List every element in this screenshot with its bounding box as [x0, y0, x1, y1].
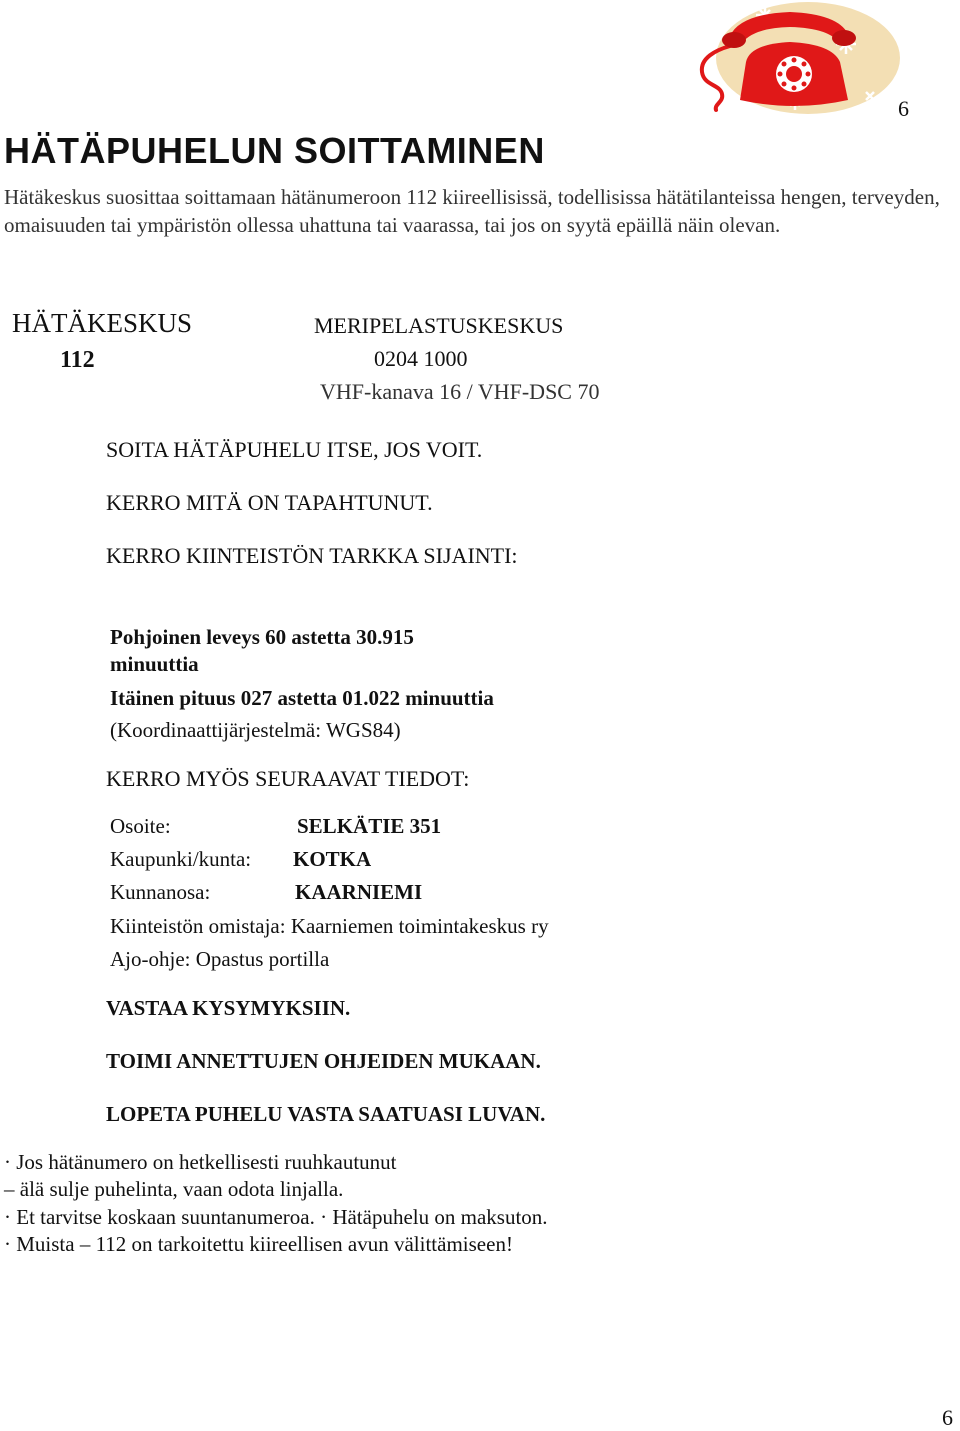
maritime-center-number: 0204 1000	[374, 346, 468, 371]
instruction-call-yourself: SOITA HÄTÄPUHELU ITSE, JOS VOIT.	[106, 437, 483, 462]
more-info-heading: KERRO MYÖS SEURAAVAT TIEDOT:	[106, 766, 470, 791]
note-line-congested: · Jos hätänumero on hetkellisesti ruuhkautunut	[4, 1150, 397, 1174]
driving-directions: Ajo-ohje: Opastus portilla	[110, 947, 330, 971]
location-coordinate-system: (Koordinaattijärjestelmä: WGS84)	[110, 718, 401, 742]
district-value: KAARNIEMI	[295, 880, 423, 904]
address-label: Osoite:	[110, 814, 171, 838]
address-value: SELKÄTIE 351	[297, 814, 442, 838]
closing-end-call: LOPETA PUHELU VASTA SAATUASI LUVAN.	[106, 1102, 546, 1126]
city-label: Kaupunki/kunta:	[110, 847, 252, 871]
page-number-top: 6	[898, 96, 909, 121]
instruction-tell-what-happened: KERRO MITÄ ON TAPAHTUNUT.	[106, 490, 433, 515]
red-rotary-telephone-icon	[690, 0, 902, 122]
page-number-bottom: 6	[942, 1405, 953, 1430]
intro-paragraph: Hätäkeskus suosittaa soittamaan hätänumeroon 112 kiireellisissä, todellisissa hätätilanteissa hengen, terveyden, omaisuuden tai ympäristön ollessa uhattuna tai vaarassa, tai jos on syytä epäillä näin olevan.	[4, 185, 940, 237]
emergency-center-number: 112	[60, 347, 95, 373]
emergency-center-name: HÄTÄKESKUS	[12, 308, 193, 338]
page-title: HÄTÄPUHELUN SOITTAMINEN	[4, 130, 545, 171]
instruction-tell-location: KERRO KIINTEISTÖN TARKKA SIJAINTI:	[106, 543, 518, 568]
location-latitude-line2: minuuttia	[110, 652, 199, 676]
property-owner: Kiinteistön omistaja: Kaarniemen toimintakeskus ry	[110, 914, 549, 938]
note-line-wait: – älä sulje puhelinta, vaan odota linjalla.	[4, 1177, 344, 1201]
location-latitude-line1: Pohjoinen leveys 60 astetta 30.915	[110, 625, 414, 649]
note-line-area-code-free: · Et tarvitse koskaan suuntanumeroa. · Hätäpuhelu on maksuton.	[4, 1205, 548, 1229]
closing-follow-instructions: TOIMI ANNETTUJEN OHJEIDEN MUKAAN.	[106, 1049, 541, 1073]
location-longitude: Itäinen pituus 027 astetta 01.022 minuuttia	[110, 686, 494, 710]
maritime-center-name: MERIPELASTUSKESKUS	[314, 313, 564, 338]
maritime-vhf-channel: VHF-kanava 16 / VHF-DSC 70	[320, 379, 600, 404]
city-value: KOTKA	[293, 847, 372, 871]
district-label: Kunnanosa:	[110, 880, 211, 904]
note-line-remember-112: · Muista – 112 on tarkoitettu kiireellisen avun välittämiseen!	[4, 1232, 513, 1256]
closing-answer-questions: VASTAA KYSYMYKSIIN.	[106, 996, 351, 1020]
